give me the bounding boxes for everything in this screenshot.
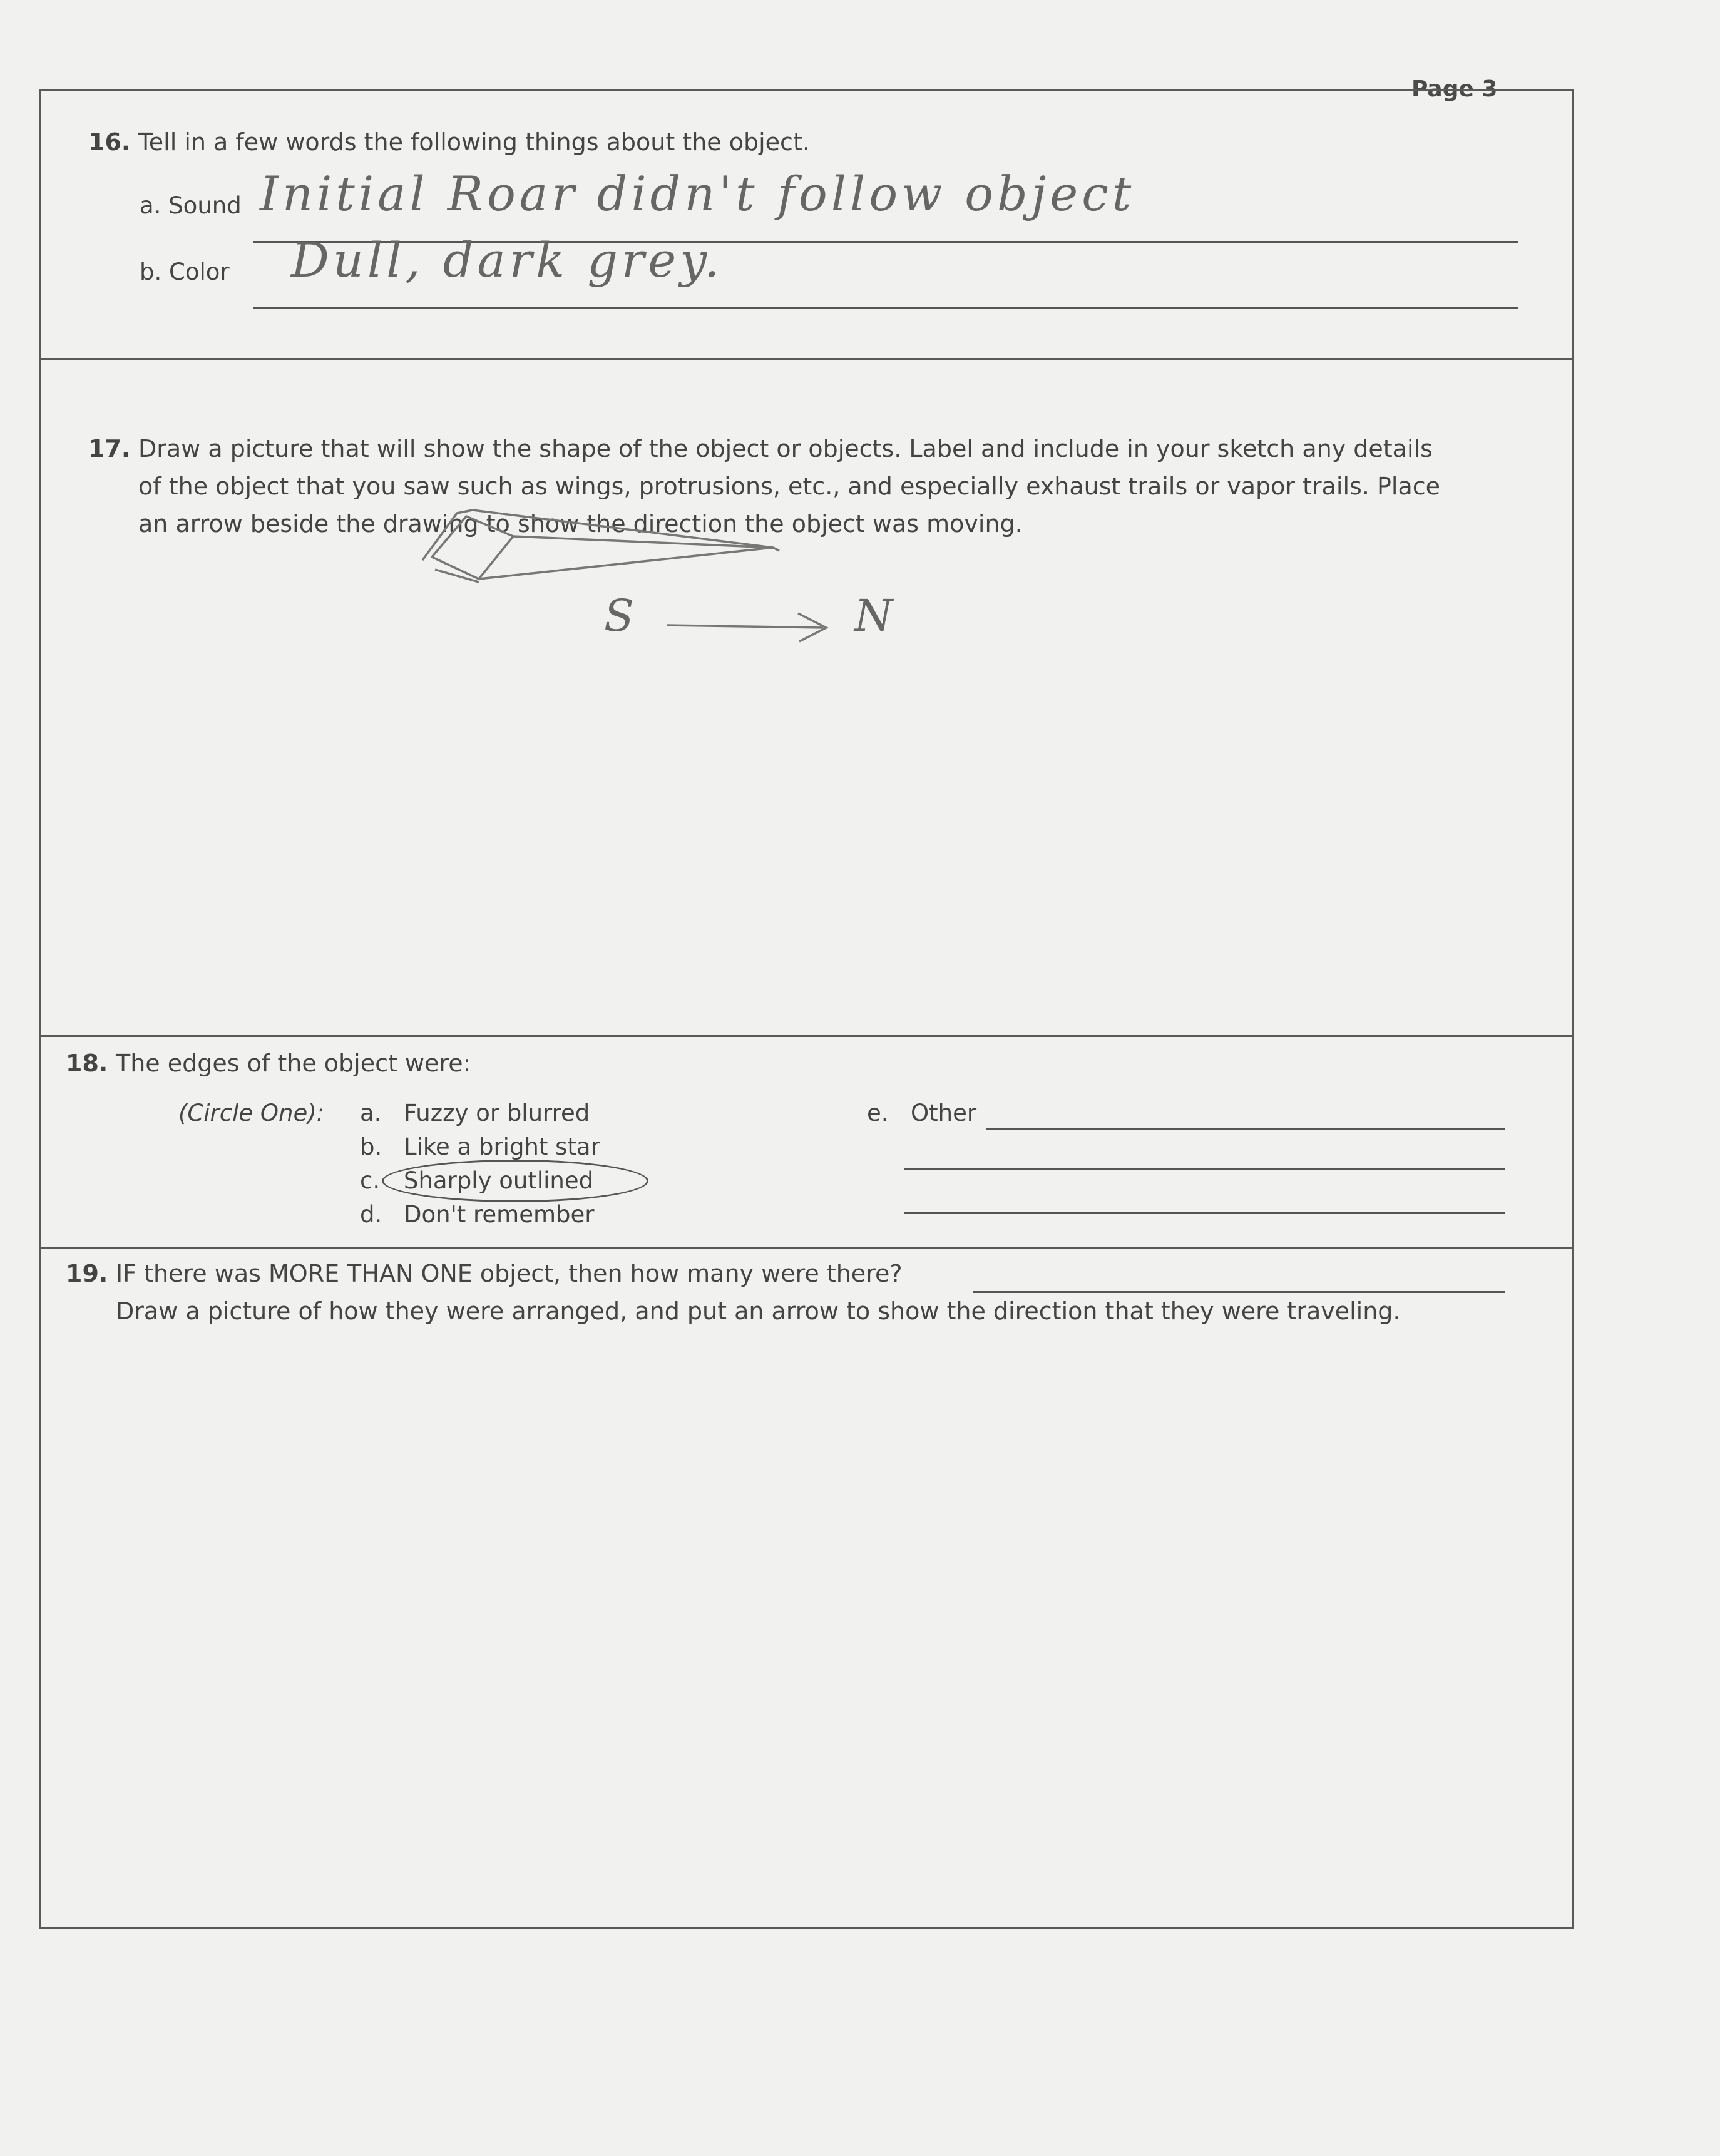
object-sketch[interactable] (41, 360, 1572, 1036)
arrangement-drawing-area[interactable] (53, 1342, 1559, 1914)
form-frame (39, 89, 1574, 1929)
question-16-prompt: 16. Tell in a few words the following things about the object. (88, 128, 810, 156)
question-19-section (41, 1249, 1572, 1927)
sketch-label-north: N (854, 590, 897, 641)
question-18-prompt: 18. The edges of the object were: (66, 1050, 471, 1077)
other-line-2[interactable] (904, 1168, 1505, 1170)
question-16-number: 16. (88, 128, 131, 156)
page-number: Page 3 (1411, 76, 1498, 102)
object-count-line[interactable] (973, 1291, 1505, 1293)
sound-label: a. Sound (140, 192, 242, 219)
question-17-section (41, 360, 1572, 1037)
direction-arrow (667, 613, 826, 641)
color-handwritten-value[interactable]: Dull, dark grey. (291, 232, 724, 288)
circled-answer-mark (382, 1160, 648, 1202)
question-17-line-3: an arrow beside the drawing to show the direction the object was moving. (138, 510, 1023, 538)
question-16-section (41, 91, 1572, 360)
option-c[interactable]: c. Sharply outlined (360, 1167, 594, 1194)
question-17-number: 17. (88, 435, 131, 462)
color-line (253, 307, 1518, 309)
other-line-1[interactable] (986, 1128, 1505, 1130)
question-19-line-1: 19. IF there was MORE THAN ONE object, then how many were there? (66, 1260, 903, 1287)
color-label: b. Color (140, 258, 230, 285)
option-a[interactable]: a. Fuzzy or blurred (360, 1100, 590, 1127)
question-19-line-2: Draw a picture of how they were arranged, and put an arrow to show the direction that they were traveling. (116, 1297, 1401, 1325)
option-e-other[interactable]: e. Other (867, 1100, 977, 1127)
other-line-3[interactable] (904, 1212, 1505, 1214)
question-18-number: 18. (66, 1050, 108, 1077)
question-18-section (41, 1037, 1572, 1249)
option-d[interactable]: d. Don't remember (360, 1201, 595, 1228)
question-17-line-1: 17. Draw a picture that will show the shape of the object or objects. Label and include in your sketch any details (88, 435, 1433, 462)
question-19-number: 19. (66, 1260, 108, 1287)
sound-handwritten-value[interactable]: Initial Roar didn't follow object (260, 166, 1135, 222)
question-17-line-2: of the object that you saw such as wings, protrusions, etc., and especially exhaust trails or vapor trails. Place (138, 473, 1441, 500)
object-shape-drawing (422, 510, 779, 582)
sketch-label-south: S (604, 590, 638, 641)
option-b[interactable]: b. Like a bright star (360, 1133, 600, 1160)
circle-one-instruction: (Circle One): (178, 1100, 325, 1127)
